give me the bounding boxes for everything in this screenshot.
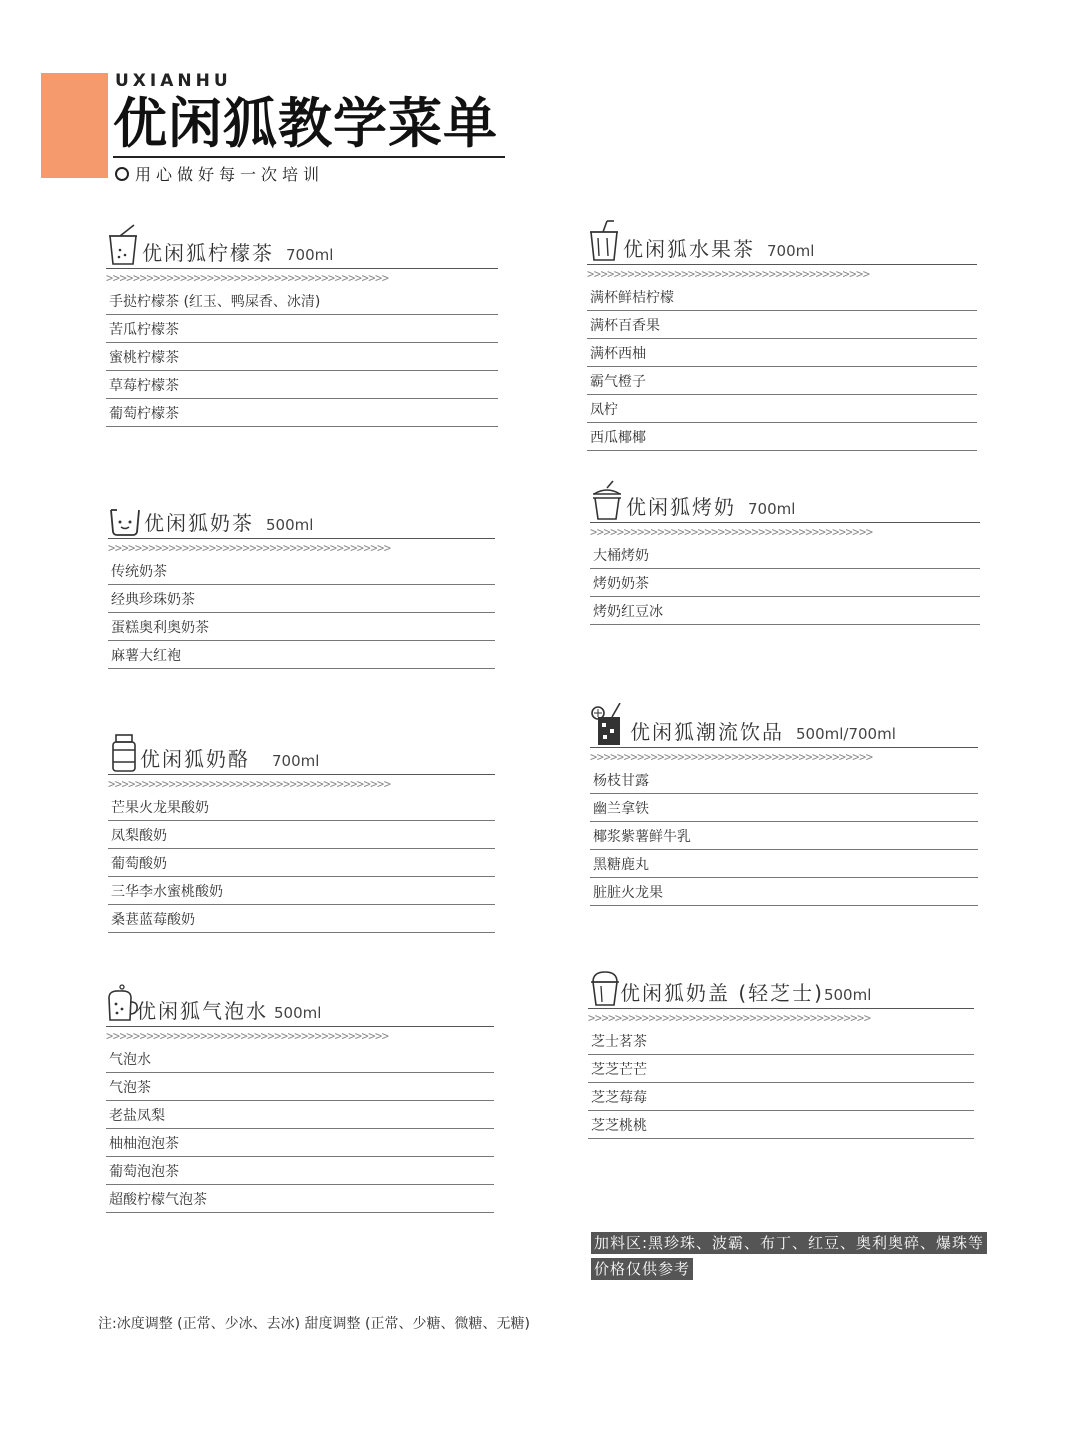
menu-item: 芝芝桃桃 [588, 1111, 974, 1139]
section-volume: 700ml [272, 752, 320, 770]
slogan [115, 162, 324, 185]
section-title: 优闲狐气泡水 500ml [136, 999, 322, 1023]
menu-item: 脏脏火龙果 [590, 878, 978, 906]
menu-item: 柚柚泡泡茶 [106, 1129, 494, 1157]
menu-item: 麻薯大红袍 [108, 641, 495, 669]
menu-item: 凤梨酸奶 [108, 821, 495, 849]
section-title: 优闲狐水果茶 700ml [623, 237, 815, 261]
menu-section-sparkling [106, 982, 494, 1213]
menu-item: 葡萄柠檬茶 [106, 399, 498, 427]
trendy-drink-icon [590, 703, 624, 745]
menu-item: 芝芝芒芒 [588, 1055, 974, 1083]
menu-item: 大桶烤奶 [590, 541, 980, 569]
menu-item: 三华李水蜜桃酸奶 [108, 877, 495, 905]
cheese-foam-cup-icon [588, 964, 622, 1006]
lemon-tea-cup-icon [106, 224, 140, 266]
menu-item: 蛋糕奥利奥奶茶 [108, 613, 495, 641]
arrow-pattern: >>>>>>>>>>>>>>>>>>>>>>>>>>>>>>>>>>>>>>>>>> [108, 777, 391, 791]
section-title: 优闲狐烤奶 700ml [626, 495, 796, 519]
menu-item: 超酸柠檬气泡茶 [106, 1185, 494, 1213]
menu-item: 葡萄酸奶 [108, 849, 495, 877]
arrow-pattern: >>>>>>>>>>>>>>>>>>>>>>>>>>>>>>>>>>>>>>>>>> [106, 1029, 389, 1043]
menu-item: 手挞柠檬茶 (红玉、鸭屎香、冰清) [106, 287, 498, 315]
menu-section-cheese-foam [588, 964, 974, 1139]
menu-item: 老盐凤梨 [106, 1101, 494, 1129]
menu-item: 幽兰拿铁 [590, 794, 978, 822]
menu-section-yogurt [108, 730, 495, 933]
adjustment-footnote: 注:冰度调整 (正常、少冰、去冰) 甜度调整 (正常、少糖、微糖、无糖) [98, 1316, 530, 1332]
section-volume: 700ml [748, 500, 796, 518]
menu-item: 气泡水 [106, 1045, 494, 1073]
arrow-pattern: >>>>>>>>>>>>>>>>>>>>>>>>>>>>>>>>>>>>>>>>>> [106, 271, 389, 285]
menu-section-fruit-tea [587, 220, 977, 451]
section-title: 优闲狐潮流饮品 500ml/700ml [630, 720, 896, 744]
menu-item: 凤柠 [587, 395, 977, 423]
menu-item: 满杯百香果 [587, 311, 977, 339]
menu-item: 烤奶奶茶 [590, 569, 980, 597]
fruit-tea-cup-icon [587, 220, 621, 262]
roasted-milk-cup-icon [590, 478, 624, 520]
menu-item: 桑葚蓝莓酸奶 [108, 905, 495, 933]
arrow-pattern: >>>>>>>>>>>>>>>>>>>>>>>>>>>>>>>>>>>>>>>>>> [108, 541, 391, 555]
menu-item: 经典珍珠奶茶 [108, 585, 495, 613]
section-title: 优闲狐柠檬茶 700ml [142, 241, 334, 265]
slogan-text: 用心做好每一次培训 [135, 165, 325, 184]
yogurt-bottle-icon [108, 730, 142, 772]
menu-section-lemon-tea [106, 224, 498, 427]
section-volume: 500ml [823, 986, 872, 1004]
menu-item: 烤奶红豆冰 [590, 597, 980, 625]
arrow-pattern: >>>>>>>>>>>>>>>>>>>>>>>>>>>>>>>>>>>>>>>>>> [590, 525, 873, 539]
menu-item: 杨枝甘露 [590, 766, 978, 794]
menu-item: 黑糖鹿丸 [590, 850, 978, 878]
menu-item: 芝芝莓莓 [588, 1083, 974, 1111]
menu-item: 霸气橙子 [587, 367, 977, 395]
price-notice: 价格仅供参考 [591, 1258, 693, 1280]
menu-item: 满杯西柚 [587, 339, 977, 367]
menu-item: 芒果火龙果酸奶 [108, 793, 495, 821]
menu-item: 蜜桃柠檬茶 [106, 343, 498, 371]
title-underline [113, 156, 505, 158]
menu-item: 椰浆紫薯鲜牛乳 [590, 822, 978, 850]
menu-item: 传统奶茶 [108, 557, 495, 585]
menu-section-trendy-drinks [590, 703, 978, 906]
menu-item: 草莓柠檬茶 [106, 371, 498, 399]
section-volume: 500ml [266, 516, 314, 534]
section-title: 优闲狐奶盖 (轻芝士)500ml [620, 981, 872, 1005]
section-volume: 500ml/700ml [796, 725, 896, 743]
toppings-notice: 加料区:黑珍珠、波霸、布丁、红豆、奥利奥碎、爆珠等 [591, 1232, 987, 1254]
section-volume: 700ml [286, 246, 334, 264]
circle-bullet-icon [115, 167, 129, 181]
menu-item: 芝士茗茶 [588, 1027, 974, 1055]
section-volume: 700ml [767, 242, 815, 260]
menu-item: 气泡茶 [106, 1073, 494, 1101]
arrow-pattern: >>>>>>>>>>>>>>>>>>>>>>>>>>>>>>>>>>>>>>>>>> [590, 750, 873, 764]
arrow-pattern: >>>>>>>>>>>>>>>>>>>>>>>>>>>>>>>>>>>>>>>>>> [588, 1011, 871, 1025]
arrow-pattern: >>>>>>>>>>>>>>>>>>>>>>>>>>>>>>>>>>>>>>>>>> [587, 267, 870, 281]
sparkling-mug-icon [106, 982, 140, 1024]
menu-item: 西瓜椰椰 [587, 423, 977, 451]
milk-tea-cup-icon [108, 494, 142, 536]
menu-item: 苦瓜柠檬茶 [106, 315, 498, 343]
orange-accent-block [41, 73, 108, 178]
section-volume: 500ml [274, 1004, 322, 1022]
menu-item: 满杯鲜桔柠檬 [587, 283, 977, 311]
menu-item: 葡萄泡泡茶 [106, 1157, 494, 1185]
menu-section-milk-tea [108, 494, 495, 669]
section-title: 优闲狐奶茶 500ml [144, 511, 314, 535]
menu-section-roasted-milk [590, 478, 980, 625]
brand-name: UXIANHU [115, 71, 232, 91]
section-title: 优闲狐奶酪 700ml [140, 747, 320, 771]
page-title: 优闲狐教学菜单 [113, 92, 498, 155]
